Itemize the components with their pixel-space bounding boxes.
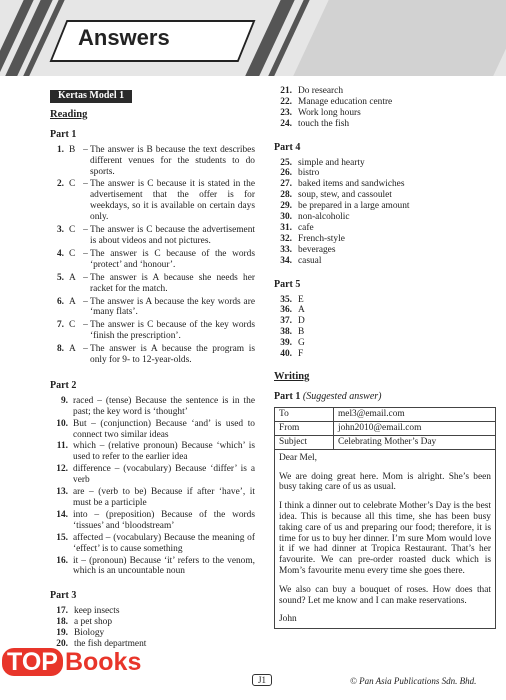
answer-number: 2. [56, 179, 64, 190]
section-heading-reading: Reading [50, 108, 88, 120]
answer-text: the fish department [74, 638, 147, 649]
logo-books-text: Books [64, 648, 142, 676]
answer-number: 22. [280, 96, 292, 107]
answer-letter: B [69, 144, 76, 155]
answer-text: touch the fish [298, 118, 350, 129]
answer-item [274, 108, 496, 119]
answer-item [50, 225, 255, 247]
page-number: J1 [252, 674, 272, 686]
banner-stripe [287, 0, 506, 76]
email-row-from [275, 421, 496, 435]
dash-separator: – [83, 179, 88, 190]
copyright: © Pan Asia Publications Sdn. Bhd. [350, 676, 477, 686]
answer-text: casual [298, 255, 322, 266]
dash-separator: – [83, 344, 88, 355]
answer-number: 39. [280, 338, 292, 349]
answer-item [274, 316, 496, 327]
answer-number: 17. [56, 606, 68, 617]
answer-text: F [298, 349, 304, 360]
answer-item [50, 487, 255, 509]
answer-number: 12. [56, 464, 68, 475]
answer-item [50, 628, 255, 639]
part1-list [50, 145, 255, 366]
dash-separator: – [83, 272, 88, 283]
answer-number: 4. [56, 248, 64, 259]
email-paragraph: I think a dinner out to celebrate Mother’s Day is the best idea. This is because all this time, she has been busy taking care of us and preparing our food; therefore, it is time for us to buy her dinner. I’m sure Mom would love it if we had dinner at Tropica Restaurant. That’s her favourite. We can pre-order roasted duck which is Mom’s favourite menu every time she goes there. [279, 501, 492, 576]
answer-number: 35. [280, 294, 292, 305]
answer-number: 29. [280, 201, 292, 212]
answer-letter: A [69, 296, 76, 307]
answer-number: 6. [56, 296, 64, 307]
answer-number: 20. [56, 638, 68, 649]
answer-text: The answer is A because the key words are ‘many flats’. [90, 296, 255, 318]
email-row-subject [275, 435, 496, 449]
writing-note: (Suggested answer) [302, 390, 382, 402]
dash-separator: – [83, 144, 88, 155]
answer-item [274, 223, 496, 234]
answer-item [50, 145, 255, 178]
email-from-value: john2010@email.com [334, 421, 496, 435]
answer-text: non-alcoholic [298, 212, 350, 223]
answer-item [274, 201, 496, 212]
part3-list [50, 606, 255, 650]
answer-number: 40. [280, 349, 292, 360]
answer-number: 27. [280, 179, 292, 190]
answer-text: baked items and sandwiches [298, 179, 405, 190]
part2-list [50, 396, 255, 578]
answer-number: 3. [56, 225, 64, 236]
answer-number: 32. [280, 233, 292, 244]
answer-letter: C [69, 225, 76, 236]
answer-text: into – (preposition) Because of the words ‘tissues’ and ‘bloodstream’ [73, 509, 255, 531]
part-heading: Part 2 [50, 379, 77, 391]
answer-text: difference – (vocabulary) Because ‘differ’ is a verb [73, 464, 255, 486]
answer-letter: C [69, 320, 76, 331]
answer-text: Biology [74, 628, 105, 639]
answer-text: Manage education centre [298, 96, 393, 107]
answer-number: 25. [280, 157, 292, 168]
answer-number: 33. [280, 244, 292, 255]
answer-number: 26. [280, 168, 292, 179]
answer-item [274, 190, 496, 201]
answer-text: beverages [298, 244, 336, 255]
answer-number: 8. [56, 344, 64, 355]
answer-text: it – (pronoun) Because ‘it’ refers to the venom, which is an uncountable noun [73, 555, 255, 577]
dash-separator: – [83, 296, 88, 307]
answer-text: which – (relative pronoun) Because ‘which’ is used to refer to the earlier idea [73, 441, 255, 463]
answer-number: 37. [280, 316, 292, 327]
answer-number: 18. [56, 617, 68, 628]
answer-number: 14. [56, 509, 68, 520]
email-header-table [274, 407, 496, 450]
email-label: Subject [275, 435, 334, 449]
answer-text: E [298, 294, 304, 305]
answer-text: The answer is A because the program is only for 9- to 12-year-olds. [90, 344, 255, 366]
logo-top-text: TOP [2, 648, 63, 676]
answer-item [50, 464, 255, 486]
page-title: Answers [78, 25, 170, 50]
answer-number: 24. [280, 118, 292, 129]
part5-list [274, 295, 496, 360]
answer-item [50, 249, 255, 271]
writing-part-label: Part 1 [274, 390, 301, 402]
answer-text: simple and hearty [298, 157, 365, 168]
answer-item [50, 297, 255, 319]
answer-text: D [298, 316, 305, 327]
answer-text: But – (conjunction) Because ‘and’ is used to connect two similar ideas [73, 418, 255, 440]
answer-item [274, 295, 496, 306]
answer-number: 11. [56, 441, 68, 452]
answer-item [274, 234, 496, 245]
right-column [274, 86, 496, 629]
answer-number: 28. [280, 190, 292, 201]
email-label: From [275, 421, 334, 435]
answer-number: 31. [280, 222, 292, 233]
answer-text: G [298, 338, 305, 349]
answer-text: Do research [298, 86, 344, 96]
answer-item [274, 245, 496, 256]
answer-item [274, 349, 496, 360]
answer-number: 19. [56, 628, 68, 639]
answer-item [274, 305, 496, 316]
answer-number: 7. [56, 320, 64, 331]
answer-letter: A [69, 344, 76, 355]
answer-item [50, 441, 255, 463]
answer-number: 23. [280, 107, 292, 118]
answer-item [274, 158, 496, 169]
answer-number: 34. [280, 255, 292, 266]
answer-text: A [298, 305, 305, 316]
paper-tag: Kertas Model 1 [50, 90, 132, 103]
answer-text: French-style [298, 233, 345, 244]
email-paragraph: We are doing great here. Mom is alright. She’s been busy taking care of us as usual. [279, 471, 491, 493]
answer-text: are – (verb to be) Because if after ‘have’, it must be a participle [73, 487, 255, 508]
answer-text: a pet shop [74, 617, 113, 628]
part4-list [274, 158, 496, 267]
answer-text: bistro [298, 168, 320, 179]
answer-number: 9. [60, 395, 68, 406]
answer-item [274, 212, 496, 223]
part-heading: Part 1 [50, 128, 77, 140]
email-body [274, 450, 496, 629]
answer-item [274, 86, 496, 97]
answer-number: 38. [280, 327, 292, 338]
answer-item [50, 344, 255, 366]
answer-number: 15. [56, 532, 68, 543]
answer-number: 13. [56, 487, 68, 498]
answer-item [50, 419, 255, 441]
answer-item [274, 97, 496, 108]
answer-item [50, 320, 255, 342]
answer-number: 10. [56, 418, 68, 429]
answer-text: The answer is C because the advertisement is about videos and not pictures. [90, 225, 255, 246]
answer-item [50, 510, 255, 532]
answer-item [50, 179, 255, 223]
dash-separator: – [83, 320, 88, 331]
answer-text: be prepared in a large amount [298, 201, 410, 212]
answer-item [50, 396, 255, 418]
answer-text: cafe [298, 222, 314, 233]
section-heading-writing: Writing [274, 370, 310, 382]
header-banner [0, 0, 506, 76]
answer-text: raced – (tense) Because the sentence is in the past; the key word is ‘thought’ [73, 395, 255, 417]
answer-item [274, 338, 496, 349]
answer-item [274, 256, 496, 267]
email-to-value: mel3@email.com [334, 407, 496, 421]
answer-number: 1. [56, 144, 64, 155]
answer-text: affected – (vocabulary) Because the meaning of ‘effect’ is to cause something [73, 532, 255, 554]
answer-text: keep insects [74, 606, 120, 617]
answer-number: 21. [280, 86, 292, 96]
answer-item [274, 179, 496, 190]
answer-item [50, 273, 255, 295]
answer-number: 36. [280, 305, 292, 316]
answer-text: Work long hours [298, 107, 361, 118]
writing-part-heading [274, 392, 496, 403]
dash-separator: – [83, 248, 88, 259]
answer-text: The answer is A because she needs her racket for the match. [90, 272, 255, 294]
email-paragraph: We also can buy a bouquet of roses. How does that sound? Let me know and I can make reservations. [279, 584, 491, 606]
answer-item [50, 617, 255, 628]
answer-text: soup, stew, and cassoulet [298, 190, 392, 201]
answer-text: B [298, 327, 305, 338]
part3-continued-list [274, 86, 496, 130]
dash-separator: – [83, 225, 88, 236]
part-heading: Part 4 [274, 141, 301, 153]
email-row-to [275, 407, 496, 421]
email-greeting: Dear Mel, [279, 452, 318, 463]
answer-letter: C [69, 248, 76, 259]
left-column [50, 90, 255, 650]
answer-item [50, 556, 255, 578]
answer-text: The answer is C because it is stated in the advertisement that the offer is for weekdays, so it is available on certain days only. [90, 179, 255, 223]
part-heading: Part 5 [274, 278, 301, 290]
answer-number: 16. [56, 555, 68, 566]
answer-text: The answer is C because of the key words ‘finish the prescription’. [90, 320, 255, 342]
answer-item [274, 168, 496, 179]
email-subject-value: Celebrating Mother’s Day [334, 435, 496, 449]
answer-number: 5. [56, 272, 64, 283]
topbooks-logo [2, 648, 141, 677]
answer-item [274, 119, 496, 130]
answer-number: 30. [280, 212, 292, 223]
part-heading: Part 3 [50, 590, 77, 602]
answer-item [50, 533, 255, 555]
answer-text: The answer is C because of the words ‘protect’ and ‘honour’. [90, 248, 255, 270]
answer-item [50, 606, 255, 617]
answer-item [274, 327, 496, 338]
answer-letter: C [69, 179, 76, 190]
answer-letter: A [69, 272, 76, 283]
answer-text: The answer is B because the text describes different venues for the students to do sports. [90, 144, 255, 177]
email-label: To [275, 407, 334, 421]
email-signature: John [279, 614, 297, 625]
